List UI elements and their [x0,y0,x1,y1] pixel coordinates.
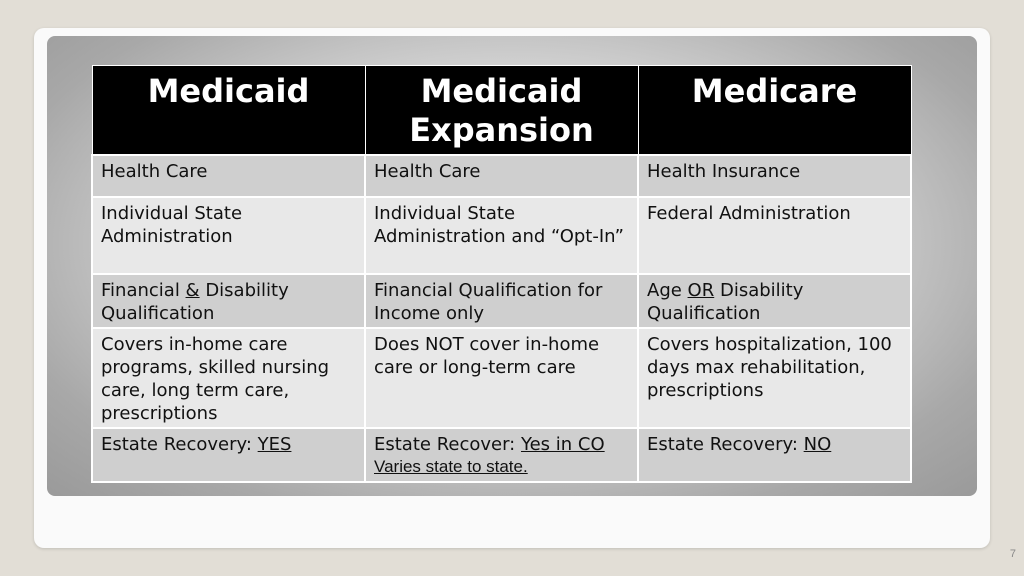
cell-expansion [365,428,638,482]
underlined-text: Yes in CO [520,433,605,455]
cell-expansion: Financial Qualification for Income only [365,274,638,328]
table-row [92,274,911,328]
text: Estate Recovery: [647,433,804,455]
cell-medicaid: Covers in-home care programs, skilled nursing care, long term care, prescriptions [92,328,365,428]
text: Estate Recover: [374,433,521,455]
text: Disability Qualification [647,279,804,324]
text: Disability Qualification [101,279,289,324]
cell-medicaid [92,428,365,482]
table-row [92,197,911,274]
cell-expansion: Individual State Administration and “Opt-In” [365,197,638,274]
table-row [92,155,911,197]
underlined-text: NO [803,433,832,455]
header-medicare: Medicare [638,66,911,155]
cell-medicaid: Health Care [92,155,365,197]
table-row [92,328,911,428]
cell-medicaid: Individual State Administration [92,197,365,274]
underlined-text: YES [257,433,292,455]
cell-medicare [638,428,911,482]
cell-medicare: Covers hospitalization, 100 days max rehabilitation, prescriptions [638,328,911,428]
cell-medicare [638,274,911,328]
page-number: 7 [1009,548,1016,560]
text: Estate Recovery: [101,433,258,455]
cell-medicare: Federal Administration [638,197,911,274]
text: Age [647,279,688,301]
cell-expansion: Does NOT cover in-home care or long-term care [365,328,638,428]
header-row [92,66,911,155]
cell-expansion: Health Care [365,155,638,197]
underlined-text: OR [687,279,715,301]
header-medicaid: Medicaid [92,66,365,155]
state-note: Varies state to state. [374,456,528,476]
underlined-text: & [185,279,200,301]
header-medicaid-expansion: Medicaid Expansion [365,66,638,155]
text: Financial [101,279,186,301]
comparison-table [91,65,912,483]
cell-medicaid [92,274,365,328]
table-row [92,428,911,482]
cell-medicare: Health Insurance [638,155,911,197]
